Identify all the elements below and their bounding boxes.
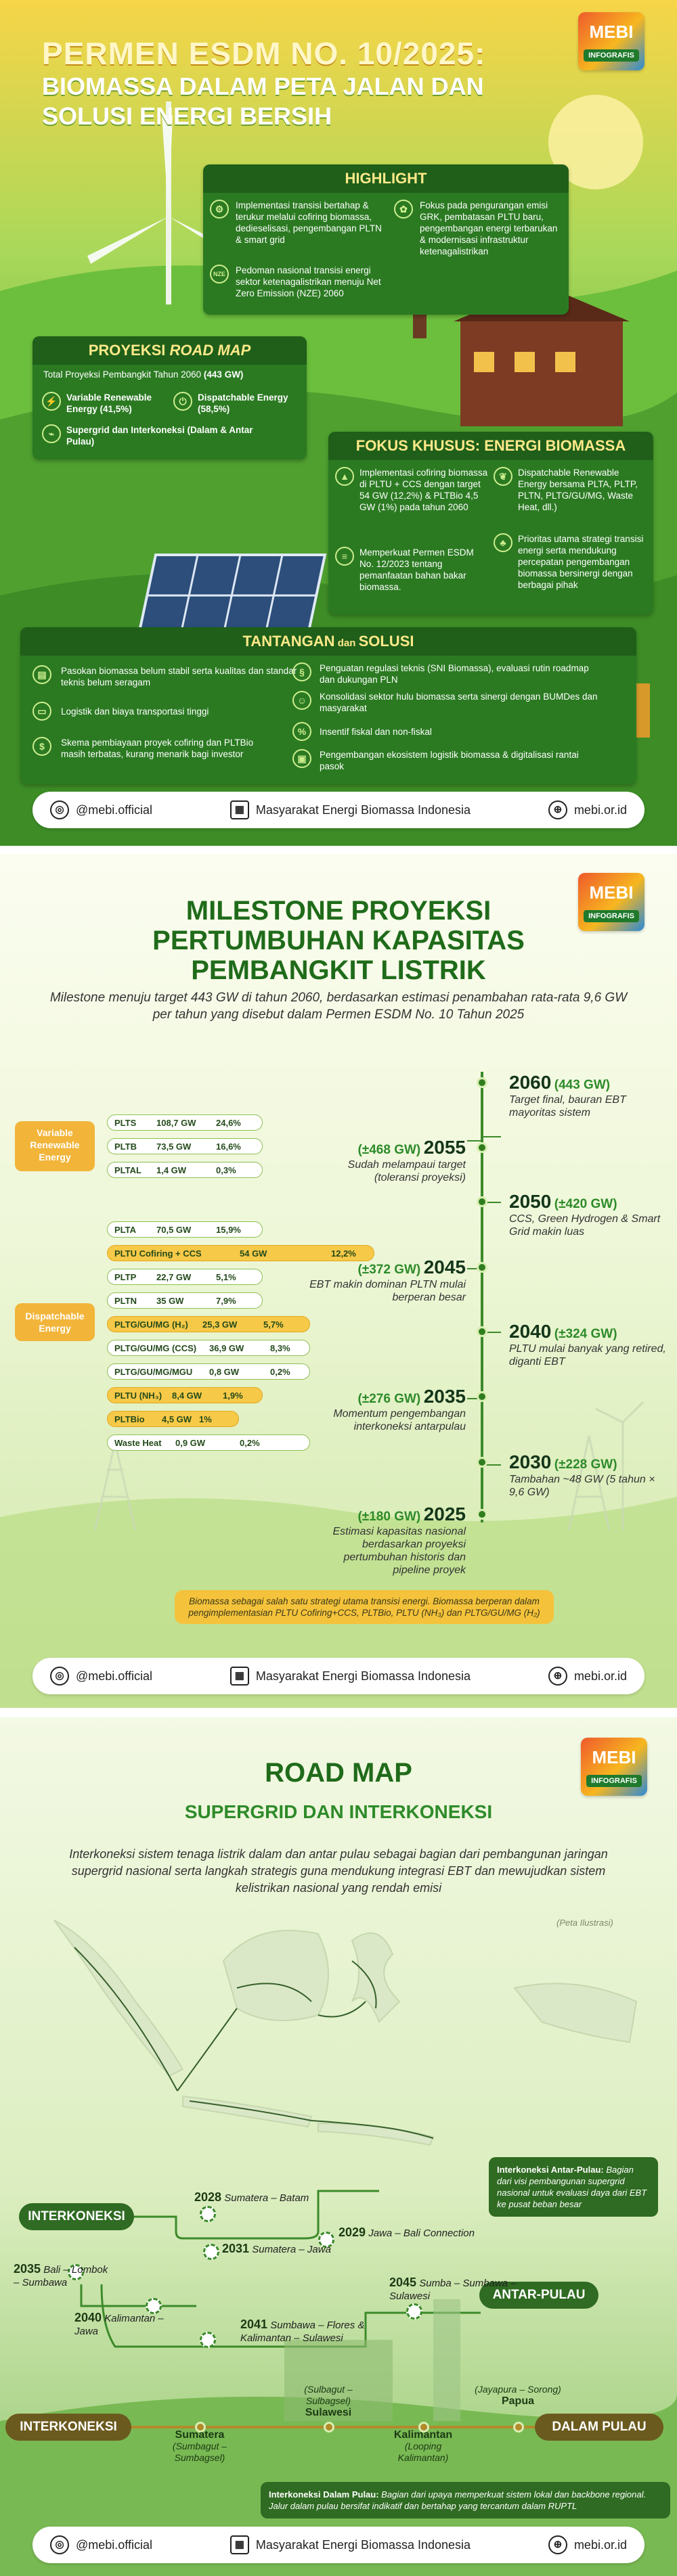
grid-stage-year: 2028 (194, 2190, 222, 2204)
panel-milestone (0, 854, 677, 1708)
antar-pulau-pill: ANTAR-PULAU (479, 2282, 598, 2309)
island-label (379, 2429, 467, 2464)
roadmap-heading (32, 336, 307, 365)
solution-4: Pengembangan ekosistem logistik biomassa & digitalisasi rantai pasok (320, 750, 579, 771)
capacity-bar (107, 1316, 310, 1332)
tantangan-heading-b: SOLUSI (358, 633, 414, 650)
milestone-stage (509, 1191, 672, 1238)
bar-pct: 15,9% (216, 1224, 241, 1235)
stage-head (509, 1451, 672, 1473)
leaf-icon: ❦ (494, 467, 512, 486)
bar-gw: 70,5 GW (156, 1224, 192, 1235)
bar-pct: 1,9% (223, 1390, 243, 1401)
plant-icon: ✿ (394, 200, 413, 219)
stage-description: CCS, Green Hydrogen & Smart Grid makin luas (509, 1213, 661, 1238)
grid-stage (240, 2318, 369, 2345)
highlight-item-1: Implementasi transisi bertahap & terukur melalui cofiring biomassa, dedieselisasi, pengembangan PLTN & smart grid (236, 200, 382, 245)
stage-head (303, 1504, 466, 1525)
bar-name: PLTAL (114, 1165, 141, 1175)
tantangan-box (20, 627, 636, 784)
capacity-bar (107, 1269, 263, 1285)
bar-name: Waste Heat (114, 1437, 162, 1448)
challenge-3: Skema pembiayaan proyek cofiring dan PLTBio masih terbatas, kurang menarik bagi investor (61, 738, 254, 759)
footer-social[interactable] (50, 800, 152, 819)
footer-web-2[interactable] (548, 1667, 627, 1686)
stage-capacity: (±468 GW) (357, 1143, 421, 1157)
bar-name: PLTG/GU/MG (H₂) (114, 1319, 188, 1330)
power-icon: ⏻ (173, 392, 192, 411)
footer-web[interactable] (548, 800, 627, 819)
logo-label-3: INFOGRAFIS (586, 1775, 642, 1787)
panel-overview (0, 0, 677, 846)
bar-pct: 0,3% (216, 1165, 236, 1175)
grid-stage-year: 2041 (240, 2318, 268, 2331)
fokus-item-2: Dispatchable Renewable Energy bersama PLTA, PLTP, PLTN, PLTG/GU/MG, Waste Heat, dll.) (518, 468, 638, 512)
building-icon: ▦ (230, 1667, 249, 1686)
logo-name-2: MEBI (589, 882, 634, 903)
stage-capacity: (±324 GW) (554, 1327, 617, 1341)
island-name: Kalimantan (393, 2429, 453, 2441)
tantangan-heading-a: TANTANGAN (242, 633, 335, 650)
stage-capacity: (±276 GW) (357, 1392, 421, 1406)
island-dot (513, 2422, 524, 2433)
bar-pct: 5,7% (263, 1319, 284, 1330)
globe-icon: ⊕ (548, 1667, 567, 1686)
mebi-logo (578, 12, 645, 70)
fokus-item-4: Prioritas utama strategi transisi energi serta mendukung percepatan pengembangan biomassa bersinergi dengan berbagai pihak (518, 534, 644, 590)
panel-supergrid (0, 1717, 677, 2576)
footer-org-text: Masyarakat Energi Biomassa Indonesia (255, 803, 471, 817)
fokus-item-3: Memperkuat Permen ESDM No. 12/2023 tentang pemanfaatan bahan bakar biomassa. (359, 547, 474, 592)
bar-gw: 1,4 GW (156, 1165, 187, 1175)
bar-name: PLTP (114, 1271, 137, 1282)
bar-name: PLTBio (114, 1414, 145, 1424)
stage-head (509, 1072, 672, 1093)
timeline-dot (477, 1391, 487, 1402)
hero-subtitle: BIOMASSA DALAM PETA JALAN DAN SOLUSI ENERGI BERSIH (42, 72, 484, 130)
bar-pct: 12,2% (331, 1248, 356, 1259)
island-route: (Looping Kalimantan) (397, 2441, 449, 2463)
milestone-stage (303, 1257, 466, 1304)
footer-bar-2 (32, 1658, 645, 1694)
grid-node (406, 2303, 422, 2320)
biomass-note: Biomassa sebagai salah satu strategi utama transisi energi. Biomassa berperan dalam pengimplementasian PLTU Cofiring+CCS, PLTBio, PLTU (NH₃) dan PLTG/GU/MG (H₂) (175, 1590, 554, 1624)
capacity-bar (107, 1434, 310, 1451)
grid-stage-year: 2045 (389, 2276, 417, 2289)
bar-gw: 0,9 GW (175, 1437, 206, 1448)
milestone-title-l3: PEMBANGKIT LISTRIK (191, 955, 486, 985)
bar-gw: 108,7 GW (156, 1117, 196, 1128)
grid-stage-route: Sumatera – Jawa (252, 2244, 331, 2255)
interkoneksi-bottom-pill: INTERKONEKSI (5, 2414, 131, 2441)
milestone-stage (303, 1137, 466, 1184)
bar-name: PLTU (NH₃) (114, 1390, 162, 1401)
capacity-bar (107, 1411, 239, 1427)
stage-capacity: (±372 GW) (357, 1263, 421, 1277)
bar-name: PLTU Cofiring + CCS (114, 1248, 202, 1259)
timeline-dot (477, 1196, 487, 1207)
incentive-icon: % (292, 722, 311, 741)
bar-gw: 73,5 GW (156, 1141, 192, 1152)
bar-name: PLTN (114, 1295, 137, 1306)
timeline-dot (477, 1262, 487, 1273)
nze-icon: NZE (210, 265, 229, 284)
footer-social-text-2: @mebi.official (76, 1669, 152, 1683)
bar-gw: 25,3 GW (202, 1319, 238, 1330)
dalam-pulau-note (261, 2482, 670, 2518)
milestone-stage (509, 1321, 672, 1368)
solution-1: Penguatan regulasi teknis (SNI Biomassa), evaluasi rutin roadmap dan dukungan PLN (320, 663, 589, 685)
fokus-heading: FOKUS KHUSUS: ENERGI BIOMASSA (328, 432, 653, 460)
money-icon: $ (32, 737, 51, 756)
box-icon: ▤ (32, 665, 51, 684)
footer-org-3 (230, 2535, 471, 2554)
island-dot (324, 2422, 334, 2433)
stage-capacity: (±180 GW) (357, 1510, 421, 1524)
grid-stage-route: Kalimantan – Jawa (74, 2313, 164, 2337)
globe-icon: ⊕ (548, 2535, 567, 2554)
island-route: (Sumbagut – Sumbagsel) (172, 2441, 227, 2463)
stage-capacity: (±228 GW) (554, 1458, 617, 1472)
milestone-stage (303, 1386, 466, 1433)
supergrid-lead: Interkoneksi sistem tenaga listrik dalam dan antar pulau sebagai bagian dari pembangunan jaringan supergrid nasional serta langkah strategis guna mendukung integrasi EBT dan mewujudkan sistem kelistrikan nasional yang rendah emisi (69, 1847, 608, 1895)
highlight-item-3: Pedoman nasional transisi energi sektor ketenagalistrikan menuju Net Zero Emission (NZE) 2060 (236, 265, 381, 298)
bar-pct: 5,1% (216, 1271, 236, 1282)
footer-org-2 (230, 1667, 471, 1686)
bar-name: PLTB (114, 1141, 137, 1152)
stage-description: Tambahan ~48 GW (5 tahun × 9,6 GW) (509, 1474, 655, 1498)
capacity-bar (107, 1221, 263, 1238)
grid-stage-route: Bali – Lombok – Sumbawa (14, 2264, 108, 2288)
instagram-icon: ◎ (50, 800, 69, 819)
stage-description: EBT makin dominan PLTN mulai berperan besar (309, 1279, 466, 1303)
hero-title: PERMEN ESDM NO. 10/2025: (42, 36, 486, 71)
capacity-bar (107, 1292, 263, 1309)
stage-year: 2060 (509, 1072, 552, 1093)
capacity-bar (107, 1387, 263, 1403)
antar-note-title: Interkoneksi Antar-Pulau: (497, 2165, 607, 2175)
map-illustration-label: (Peta Ilustrasi) (556, 1918, 613, 1928)
stage-year: 2030 (509, 1451, 552, 1472)
grid-node (203, 2244, 219, 2260)
challenge-1: Pasokan biomassa belum stabil serta kualitas dan standar teknis belum seragam (61, 666, 297, 687)
footer-org (230, 800, 471, 819)
grid-stage-route: Sumba – Sumbawa – Sulawesi (389, 2278, 517, 2302)
capacity-bar (107, 1162, 263, 1178)
stage-capacity: (443 GW) (554, 1078, 611, 1092)
supergrid-subtitle: SUPERGRID DAN INTERKONEKSI (184, 1801, 493, 1822)
milestone-title-l1: MILESTONE PROYEKSI (185, 896, 492, 926)
bar-pct: 16,6% (216, 1141, 241, 1152)
bar-name: PLTS (114, 1117, 137, 1128)
island-label (284, 2384, 372, 2418)
roadmap-box (32, 336, 307, 459)
grid-icon: ⌁ (42, 424, 61, 443)
footer-bar (32, 792, 645, 828)
solution-3: Insentif fiskal dan non-fiskal (320, 727, 432, 737)
island-label (474, 2384, 562, 2407)
bar-gw: 54 GW (240, 1248, 267, 1259)
highlight-item-2: Fokus pada pengurangan emisi GRK, pembatasan PLTU baru, pengembangan energi terbarukan & modernisasi infrastruktur ketenagalistrikan (420, 200, 558, 256)
grid-stage-year: 2035 (14, 2262, 41, 2276)
logo-label: INFOGRAFIS (584, 49, 639, 62)
footer-web-text-2: mebi.or.id (573, 1669, 627, 1683)
fokus-item-1: Implementasi cofiring biomassa di PLTU + CCS dengan target 54 GW (12,2%) & PLTBio 4,5 GW (1%) pada tahun 2060 (359, 468, 488, 512)
timeline-dot (477, 1142, 487, 1153)
stage-head (509, 1191, 672, 1213)
grid-stage-route: Sumatera – Batam (224, 2192, 309, 2204)
footer-social-text: @mebi.official (76, 803, 152, 817)
stage-head (303, 1257, 466, 1278)
factory-icon: ▲ (335, 467, 354, 486)
island-name: Sumatera (175, 2429, 225, 2441)
stage-description: PLTU mulai banyak yang retired, diganti EBT (509, 1343, 666, 1368)
antar-note-body: Bagian dari visi pembangunan supergrid nasional untuk evaluasi daya dari EBT ke pusat beban besar (497, 2165, 647, 2209)
roadmap-supergrid: Supergrid dan Interkoneksi (Dalam & Antar Pulau) (66, 425, 253, 447)
roadmap-heading-em: ROAD MAP (169, 342, 251, 359)
grid-stage (74, 2311, 176, 2338)
roadmap-heading-prefix: PROYEKSI (88, 342, 170, 359)
lightning-icon: ⚡ (42, 392, 61, 411)
bar-pct: 7,9% (216, 1295, 236, 1306)
digital-icon: ▣ (292, 749, 311, 768)
footer-web-text: mebi.or.id (573, 803, 627, 817)
stage-year: 2025 (423, 1504, 466, 1524)
timeline-dot (477, 1509, 487, 1520)
milestone-stage (509, 1072, 672, 1119)
island-label (156, 2429, 244, 2464)
stage-description: Momentum pengembangan interkoneksi antarpulau (333, 1408, 466, 1432)
stage-year: 2045 (423, 1257, 466, 1278)
community-icon: ☺ (292, 691, 311, 710)
milestone-stage (509, 1451, 672, 1499)
milestone-title-l2: PERTUMBUHAN KAPASITAS (152, 926, 525, 955)
building-icon: ▦ (230, 800, 249, 819)
roadmap-vre: Variable Renewable Energy (41,5%) (66, 392, 152, 414)
bar-pct: 8,3% (270, 1342, 290, 1353)
stage-year: 2055 (423, 1137, 466, 1158)
footer-social-3[interactable] (50, 2535, 152, 2554)
island-route: (Jayapura – Sorong) (475, 2384, 561, 2395)
bar-pct: 0,2% (240, 1437, 260, 1448)
tantangan-heading (20, 627, 636, 656)
gears-icon: ⚙ (210, 200, 229, 219)
instagram-icon: ◎ (50, 2535, 69, 2554)
grid-stage-year: 2029 (338, 2225, 366, 2239)
regulation-icon: § (292, 662, 311, 681)
stage-description: Sudah melampaui target (toleransi proyeksi) (347, 1159, 466, 1183)
timeline-dot (477, 1457, 487, 1468)
stage-capacity: (±420 GW) (554, 1197, 617, 1211)
logo-name: MEBI (589, 22, 634, 42)
bar-gw: 36,9 GW (209, 1342, 244, 1353)
footer-org-text-2: Masyarakat Energi Biomassa Indonesia (255, 1669, 471, 1683)
footer-social-2[interactable] (50, 1667, 152, 1686)
bar-gw: 35 GW (156, 1295, 184, 1306)
document-icon: ≡ (335, 547, 354, 566)
stage-year: 2050 (509, 1191, 552, 1212)
timeline-dot (477, 1077, 487, 1088)
globe-icon: ⊕ (548, 800, 567, 819)
logo-label-2: INFOGRAFIS (584, 910, 639, 922)
footer-org-text-3: Masyarakat Energi Biomassa Indonesia (255, 2537, 471, 2552)
highlight-heading: HIGHLIGHT (203, 164, 569, 193)
bar-name: PLTA (114, 1224, 137, 1235)
footer-web-3[interactable] (548, 2535, 627, 2554)
roadmap-total-value: (443 GW) (203, 369, 244, 380)
stage-head (303, 1137, 466, 1158)
grid-node (200, 2206, 216, 2222)
sprout-icon: ♣ (494, 533, 512, 552)
grid-stage (338, 2226, 487, 2240)
footer-social-text-3: @mebi.official (76, 2537, 152, 2552)
grid-stage-year: 2031 (222, 2242, 250, 2255)
vre-group-label: Variable Renewable Energy (15, 1121, 95, 1171)
truck-icon: ▭ (32, 702, 51, 721)
solution-2: Konsolidasi sektor hulu biomassa serta sinergi dengan BUMDes dan masyarakat (320, 692, 598, 713)
bar-pct: 0,2% (270, 1366, 290, 1377)
fokus-box (328, 432, 653, 614)
antar-pulau-note (489, 2157, 658, 2217)
roadmap-total-label: Total Proyeksi Pembangkit Tahun 2060 (43, 369, 202, 380)
island-name: Papua (501, 2395, 534, 2407)
bar-name: PLTG/GU/MG/MGU (114, 1366, 193, 1377)
dalam-note-title: Interkoneksi Dalam Pulau: (269, 2489, 382, 2500)
grid-stage-route: Jawa – Bali Connection (368, 2228, 475, 2239)
stage-head (509, 1321, 672, 1342)
highlight-box (203, 164, 569, 315)
island-name: Sulawesi (305, 2407, 352, 2418)
milestone-stage (303, 1504, 466, 1577)
bar-name: PLTG/GU/MG (CCS) (114, 1342, 197, 1353)
island-route: (Sulbagut – Sulbagsel) (304, 2384, 353, 2406)
instagram-icon: ◎ (50, 1667, 69, 1686)
grid-stage (389, 2276, 552, 2303)
bar-pct: 1% (199, 1414, 212, 1424)
dispatch-group-label: Dispatchable Energy (15, 1303, 95, 1341)
interkoneksi-pill: INTERKONEKSI (19, 2203, 134, 2230)
dalam-note-body: Bagian dari upaya memperkuat sistem lokal dan backbone regional. Jalur dalam pulau bersifat indikatif dan bertahap yang tercantum dalam RUPTL (269, 2489, 647, 2511)
stage-year: 2035 (423, 1386, 466, 1407)
stage-description: Target final, bauran EBT mayoritas sistem (509, 1094, 626, 1118)
dalam-pulau-pill: DALAM PULAU (535, 2414, 663, 2441)
bar-gw: 4,5 GW (162, 1414, 192, 1424)
supergrid-title: ROAD MAP (265, 1758, 412, 1788)
capacity-bar (107, 1138, 263, 1154)
stage-head (303, 1386, 466, 1407)
footer-bar-3 (32, 2527, 645, 2563)
roadmap-dispatch: Dispatchable Energy (58,5%) (198, 392, 288, 414)
roadmap-total (43, 369, 301, 380)
bar-pct: 24,6% (216, 1117, 241, 1128)
logo-name-3: MEBI (592, 1747, 636, 1767)
capacity-bar (107, 1340, 310, 1356)
bar-gw: 22,7 GW (156, 1271, 192, 1282)
timeline-dot (477, 1326, 487, 1337)
grid-node (200, 2332, 216, 2348)
milestone-lead: Milestone menuju target 443 GW di tahun 2060, berdasarkan estimasi penambahan rata-rata 9,6 GW per tahun yang disebut dalam Permen ESDM No. 10 Tahun 2025 (49, 991, 628, 1022)
building-icon: ▦ (230, 2535, 249, 2554)
grid-stage-route: Sumbawa – Flores & Kalimantan – Sulawesi (240, 2320, 365, 2344)
grid-stage (194, 2191, 357, 2205)
bar-gw: 8,4 GW (172, 1390, 202, 1401)
grid-stage (222, 2242, 357, 2256)
bar-gw: 0,8 GW (209, 1366, 240, 1377)
grid-stage (14, 2263, 108, 2289)
capacity-bar (107, 1363, 310, 1380)
challenge-2: Logistik dan biaya transportasi tinggi (61, 706, 209, 717)
tantangan-heading-dan: dan (334, 637, 359, 649)
grid-stage-year: 2040 (74, 2311, 102, 2324)
stage-description: Estimasi kapasitas nasional berdasarkan proyeksi pertumbuhan historis dan pipeline proyek (332, 1526, 466, 1576)
capacity-bar (107, 1114, 263, 1131)
footer-web-text-3: mebi.or.id (573, 2537, 627, 2552)
stage-year: 2040 (509, 1321, 552, 1342)
